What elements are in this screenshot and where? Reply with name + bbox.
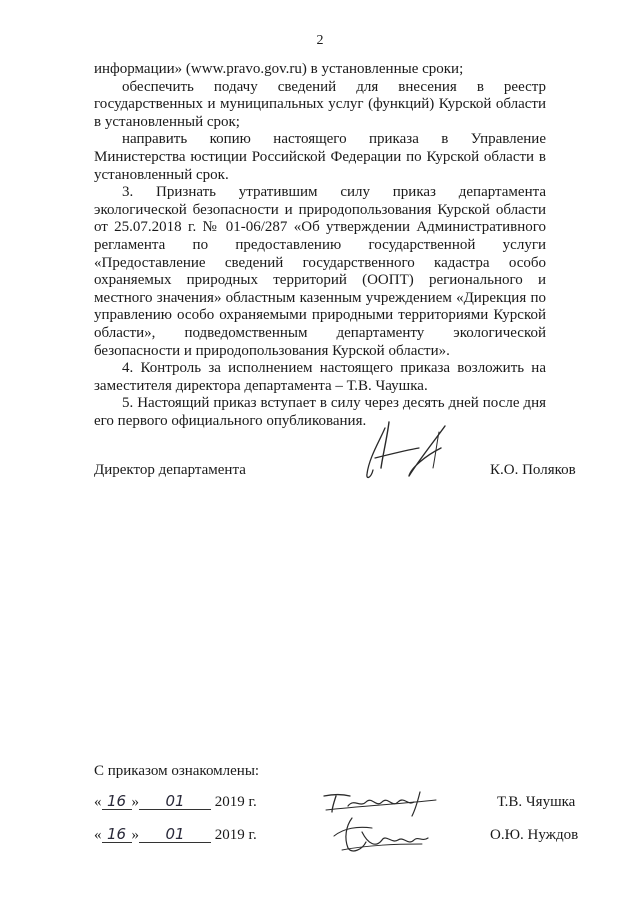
- open-quote: «: [94, 794, 102, 810]
- paragraph-item-3: 3. Признать утратившим силу приказ департамента экологической безопасности и природопользования Курской области от 25.07.2018 г. № 01-06/287 «Об утверждении Административного регламента по предоставлению государственной услуги «Предоставление сведений государственного кадастра особо охраняемых природных территорий (ООПТ) регионального и местного значения» областным казенным учреждением «Дирекция по управлению особо охраняемыми природными территориями Курской области», подведомственным департаменту экологической безопасности и природопользования Курской области».: [94, 184, 546, 359]
- close-quote: »: [131, 794, 139, 810]
- page-number: 2: [316, 33, 324, 48]
- acquaintance-name-1: Т.В. Чяушка: [497, 794, 576, 810]
- paragraph-item-4: 4. Контроль за исполнением настоящего приказа возложить на заместителя директора департамента – Т.В. Чаушка.: [94, 360, 546, 394]
- signatory-name: К.О. Поляков: [490, 462, 576, 478]
- director-signature: [355, 418, 465, 486]
- date-day: 16: [102, 827, 132, 843]
- paragraph-ministry-copy: направить копию настоящего приказа в Управление Министерства юстиции Российской Федерации по Курской области в установленный срок.: [94, 131, 546, 183]
- acquaintance-date-2: [94, 827, 257, 844]
- acquaintance-signature-1: [320, 784, 440, 818]
- document-body: [94, 61, 546, 430]
- date-month: 01: [139, 827, 211, 843]
- date-day: 16: [102, 794, 132, 810]
- acquaintance-date-1: [94, 794, 257, 811]
- acquaintance-heading: С приказом ознакомлены:: [94, 763, 260, 779]
- paragraph-continuation: информации» (www.pravo.gov.ru) в установленные сроки;: [94, 61, 464, 77]
- date-year: 2019 г.: [214, 794, 257, 810]
- date-year: 2019 г.: [214, 827, 257, 843]
- acquaintance-name-2: О.Ю. Нуждов: [490, 827, 579, 843]
- date-month: 01: [139, 794, 211, 810]
- paragraph-item-5: 5. Настоящий приказ вступает в силу через десять дней после дня его первого официального опубликования.: [94, 395, 546, 429]
- close-quote: »: [131, 827, 139, 843]
- acquaintance-signature-2: [322, 814, 438, 854]
- open-quote: «: [94, 827, 102, 843]
- signatory-position: Директор департамента: [94, 462, 246, 478]
- paragraph-registry: обеспечить подачу сведений для внесения в реестр государственных и муниципальных услуг (функций) Курской области в установленный срок;: [94, 78, 546, 130]
